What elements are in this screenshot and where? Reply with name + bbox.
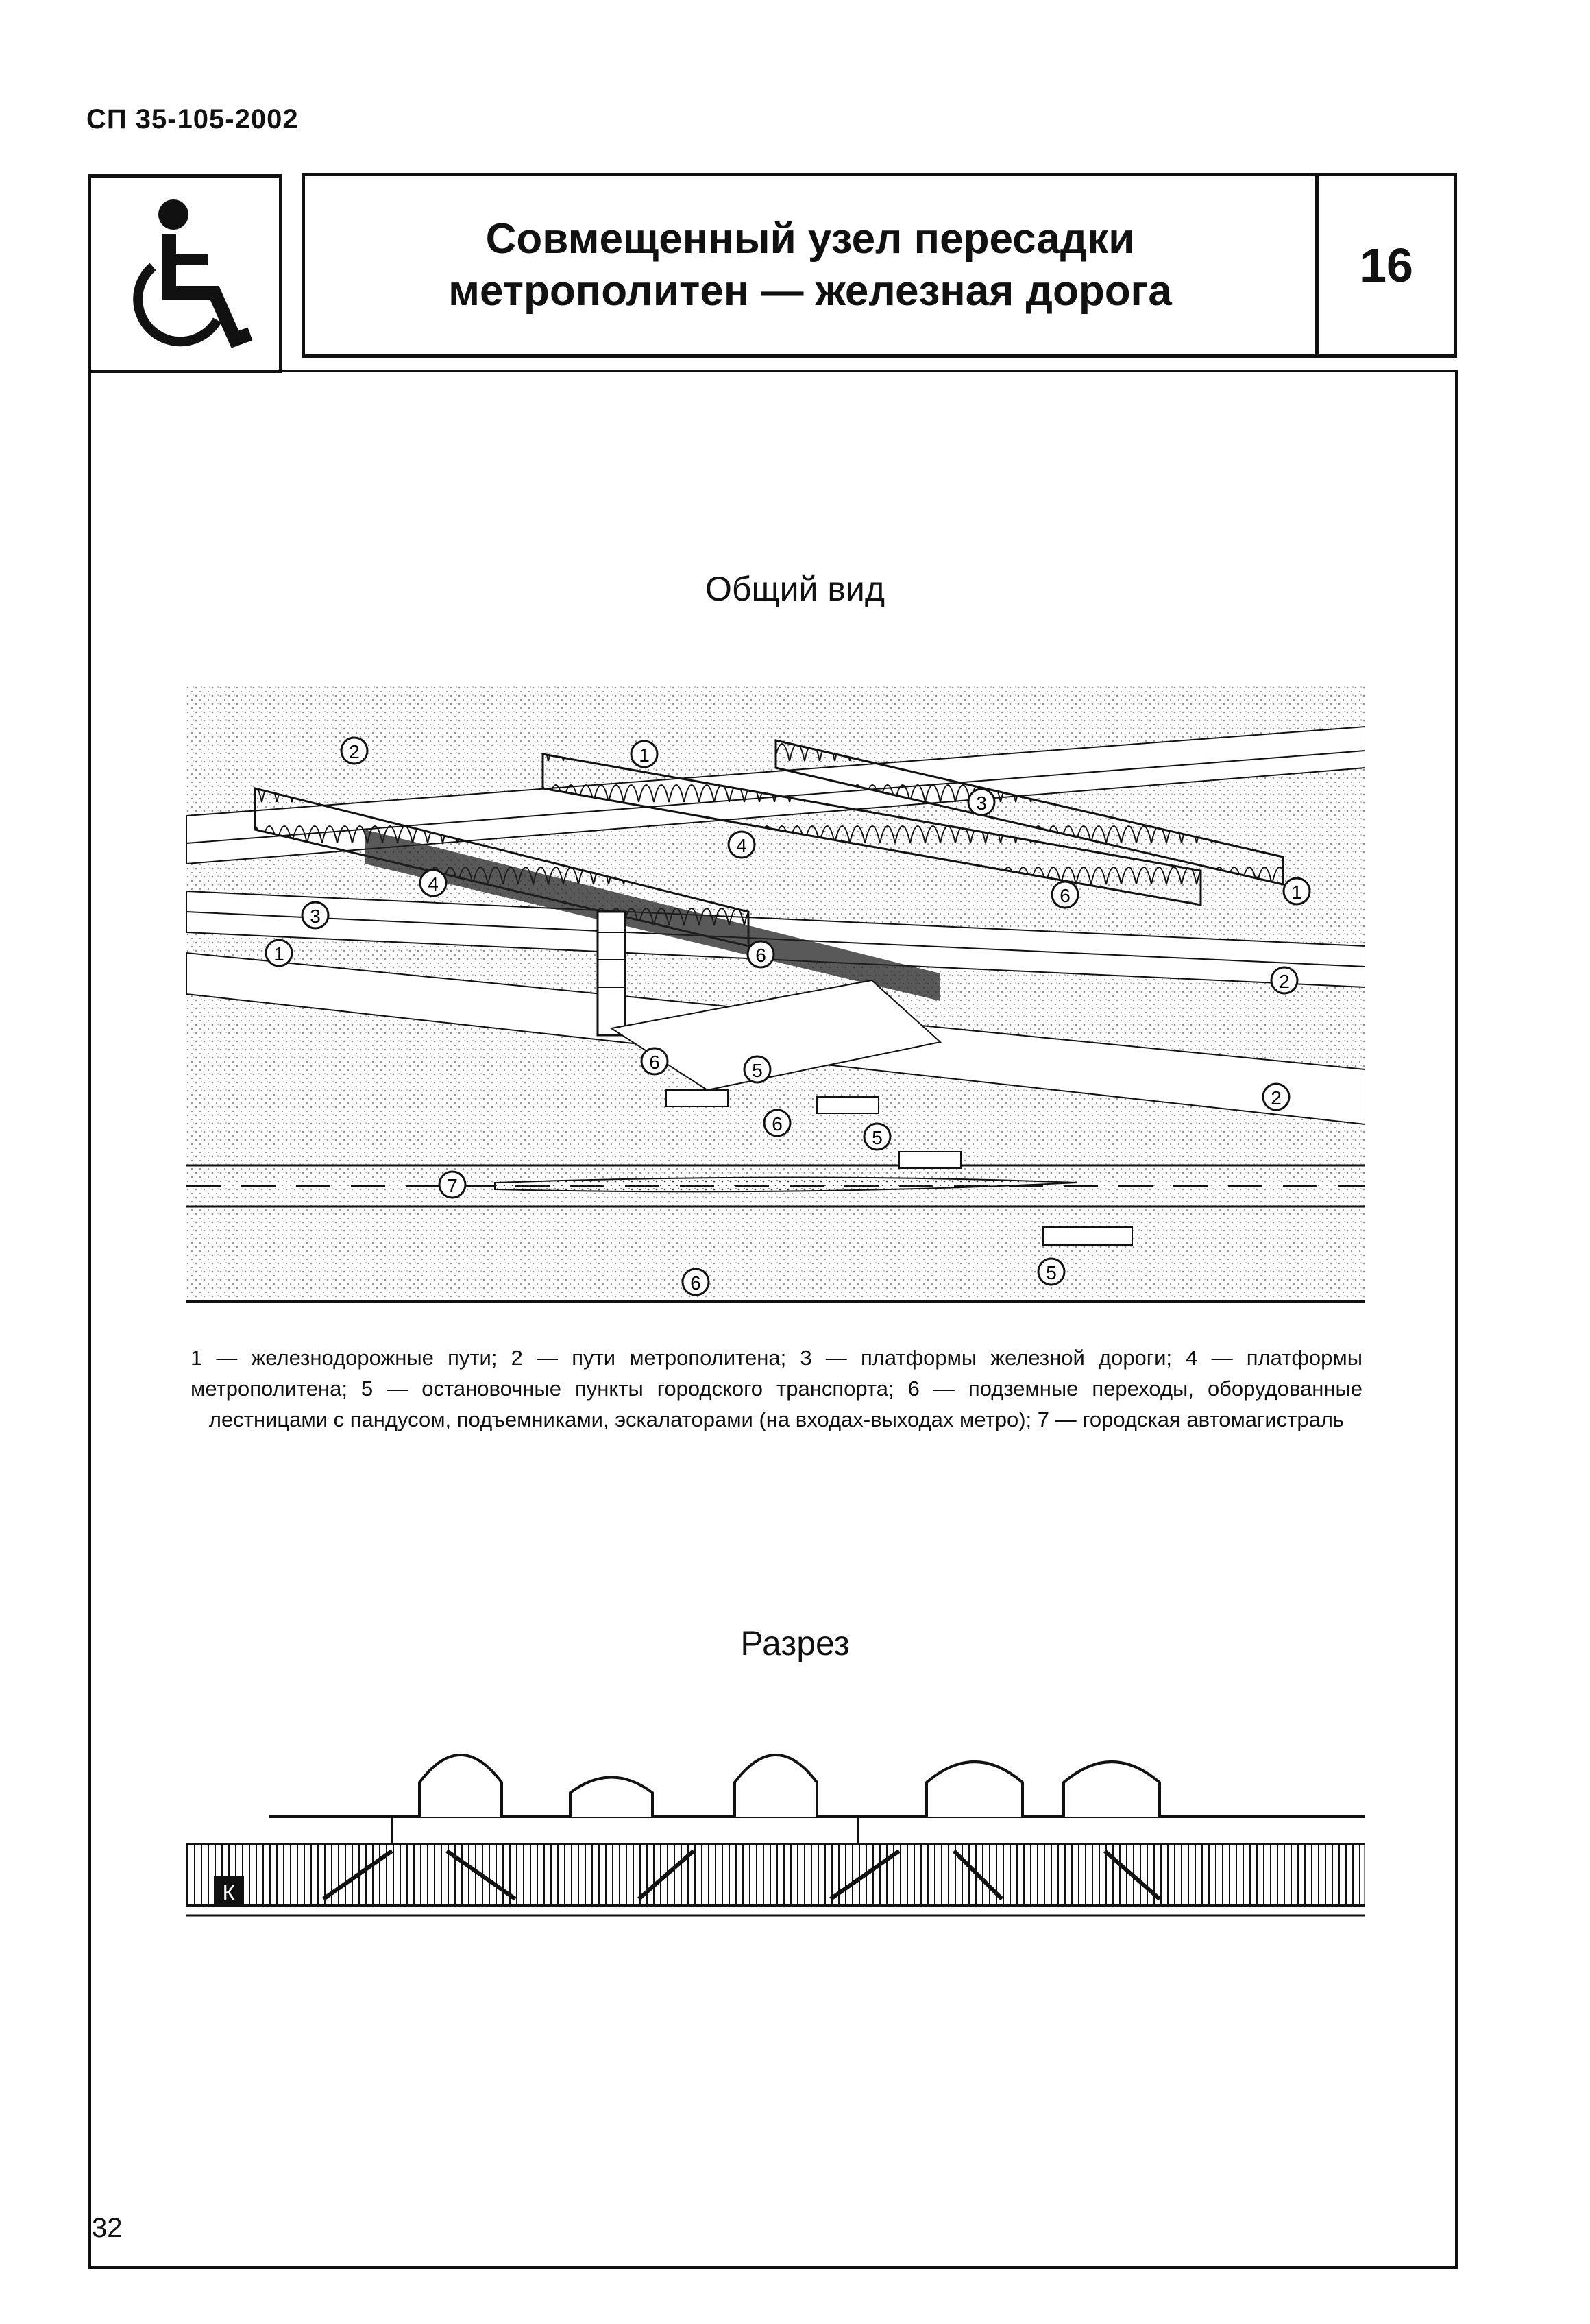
map-marker bbox=[1271, 967, 1297, 993]
map-marker bbox=[1263, 1084, 1289, 1110]
map-marker bbox=[864, 1124, 890, 1150]
map-marker bbox=[1052, 882, 1078, 908]
section-heading: Разрез bbox=[740, 1624, 850, 1662]
svg-text:1: 1 bbox=[639, 745, 650, 766]
map-marker bbox=[631, 741, 657, 767]
map-marker bbox=[764, 1110, 790, 1136]
svg-text:1: 1 bbox=[273, 943, 284, 965]
svg-text:2: 2 bbox=[1271, 1087, 1282, 1109]
svg-text:2: 2 bbox=[349, 741, 360, 762]
section-label-k: К bbox=[222, 1880, 236, 1905]
map-marker bbox=[683, 1269, 709, 1295]
section-drawing bbox=[186, 1741, 1365, 1920]
map-marker bbox=[1038, 1259, 1064, 1285]
document-code: СП 35-105-2002 bbox=[86, 104, 299, 134]
general-view-heading: Общий вид bbox=[705, 570, 885, 608]
svg-text:6: 6 bbox=[772, 1113, 783, 1135]
page-title-line-2: метрополитен — железная дорога bbox=[448, 267, 1172, 315]
svg-text:6: 6 bbox=[755, 945, 766, 966]
title-box bbox=[302, 173, 1319, 358]
svg-text:5: 5 bbox=[872, 1127, 883, 1148]
content-frame bbox=[88, 370, 1458, 2269]
svg-text:4: 4 bbox=[736, 835, 747, 856]
map-marker bbox=[1284, 878, 1310, 904]
map-marker bbox=[748, 941, 774, 967]
map-marker bbox=[341, 738, 367, 764]
map-marker bbox=[729, 832, 755, 858]
svg-text:5: 5 bbox=[752, 1060, 763, 1081]
svg-text:7: 7 bbox=[447, 1175, 458, 1196]
page-number: 32 bbox=[92, 2213, 123, 2243]
map-marker bbox=[744, 1056, 770, 1082]
svg-text:3: 3 bbox=[310, 906, 321, 927]
accessibility-icon-box bbox=[88, 174, 282, 373]
svg-text:3: 3 bbox=[976, 792, 987, 814]
svg-text:6: 6 bbox=[690, 1272, 701, 1294]
map-marker bbox=[439, 1172, 465, 1198]
svg-text:2: 2 bbox=[1279, 971, 1290, 992]
map-marker bbox=[968, 789, 994, 815]
svg-text:4: 4 bbox=[428, 873, 439, 895]
map-marker bbox=[302, 902, 328, 928]
svg-text:6: 6 bbox=[1060, 885, 1071, 906]
map-marker bbox=[641, 1048, 668, 1074]
general-view-illustration bbox=[186, 686, 1365, 1303]
svg-text:5: 5 bbox=[1046, 1262, 1057, 1283]
map-marker bbox=[420, 870, 446, 896]
legend-caption: 1 — железнодорожные пути; 2 — пути метрополитена; 3 — платформы железной дороги; 4 — платформы метрополитена; 5 — остановочные пункты городского транспорта; 6 — подземные переходы, оборудованные лестницами с пандусом, подъемниками, эскалаторами (на входах-выходах метро); 7 — городская автомагистраль bbox=[191, 1346, 1362, 1431]
wheelchair-accessibility-icon bbox=[105, 190, 269, 361]
page-title-line-1: Совмещенный узел пересадки bbox=[485, 215, 1135, 263]
sheet-number: 16 bbox=[1316, 173, 1457, 358]
svg-text:1: 1 bbox=[1291, 882, 1302, 903]
map-marker bbox=[266, 940, 292, 966]
svg-text:6: 6 bbox=[649, 1052, 660, 1073]
